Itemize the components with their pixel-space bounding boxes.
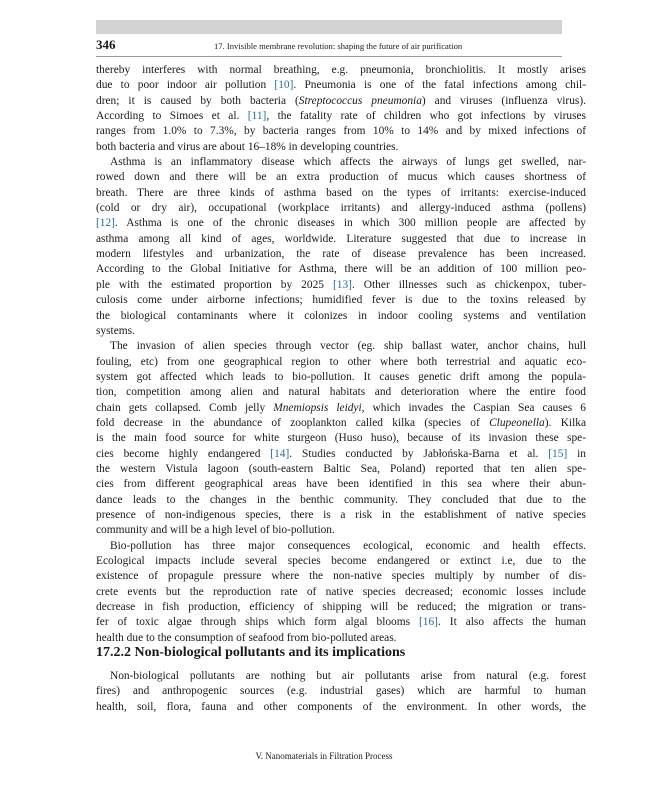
text-line: systems.: [96, 324, 135, 337]
citation-link[interactable]: [15]: [548, 447, 568, 460]
text-line: existence of propagule pressure where the non-native species multiply by number of dis-: [96, 570, 586, 583]
text-line: thereby interferes with normal breathing, e.g. pneumonia, bronchiolitis. It mostly arises: [96, 64, 586, 76]
section-body: [96, 669, 586, 715]
text-line: health, soil, flora, fauna and other components of the environment. In other words, the: [96, 700, 586, 713]
text-line: fold decrease in the abundance of zooplankton called kilka (species of Clupeonella). Kilka: [96, 416, 586, 429]
text-line: system got affected which leads to bio-pollution. It causes genetic drift among the popula-: [96, 370, 586, 383]
text-line: decrease in fish production, efficiency of shipping will be reduced; the migration or trans-: [96, 601, 586, 614]
text-line: [12]. Asthma is one of the chronic diseases in which 300 million people are affected by: [96, 217, 586, 230]
page-number: 346: [96, 37, 116, 52]
text-line: the biological contaminants where it colonizes in indoor cooling systems and ventilation: [96, 309, 586, 322]
paragraph-4: [96, 539, 586, 646]
text-line: The invasion of alien species through vector (eg. ship ballast water, anchor chains, hull: [110, 340, 586, 353]
paragraph-3: [96, 339, 586, 538]
text-line: Non-biological pollutants are nothing but air pollutants arise from natural (e.g. forest: [110, 670, 586, 682]
running-title: 17. Invisible membrane revolution: shaping the future of air purification: [214, 41, 463, 51]
text-line: is the main food source for white sturgeon (Huso huso), because of its invasion these spe-: [96, 432, 586, 445]
text-line: According to the Global Initiative for Asthma, there will be an addition of 100 million peo-: [96, 263, 586, 276]
text-line: Ecological impacts include several species become endangered or extinct i.e, due to the: [96, 555, 586, 567]
citation-link[interactable]: [13]: [332, 278, 352, 291]
text-line: health due to the consumption of seafood from bio-polluted areas.: [96, 631, 397, 644]
text-line: crete events but the reproduction rate of native species decreased; economic losses include: [96, 585, 586, 598]
text-line: community and will be a high level of bio-pollution.: [96, 524, 335, 537]
text-line: asthma among all kind of ages, worldwide. Literature suggested that due to increase in: [96, 232, 586, 245]
species-name: Streptococcus pneumonia: [298, 94, 422, 107]
text-line: culosis come under airborne infections; humidified fever is due to the toxins released by: [96, 294, 586, 307]
text-line: the western Vistula lagoon (south-eastern Baltic Sea, Poland) reported that ten alien spe-: [96, 462, 586, 475]
header-rule: [96, 56, 562, 57]
running-header: [96, 37, 562, 53]
citation-link[interactable]: [14]: [270, 447, 290, 460]
text-line: dance leads to the changes in the benthic community. They concluded that due to the: [96, 493, 586, 506]
text-line: fouling, etc) from one geographical region to other where both terrestrial and aquatic eco-: [96, 355, 586, 368]
page-footer: V. Nanomaterials in Filtration Process: [255, 751, 393, 761]
text-line: ple with the estimated proportion by 2025 [13]. Other illnesses such as chickenpox, tuber-: [96, 278, 586, 291]
text-line: fer of toxic algae through ships which form algal blooms [16]. It also affects the human: [96, 616, 586, 629]
text-line: (cold or dry air), occupational (workplace irritants) and allergy-induced asthma (pollens): [96, 202, 586, 215]
text-line: ranges from 1.0% to 7.3%, by bacteria ranges from 10% to 14% and by mixed infections of: [96, 125, 586, 138]
text-line: breath. There are three kinds of asthma based on the types of irritants: exercise-induced: [96, 186, 586, 199]
text-line: rowed down and there will be an extra production of mucus which causes shortness of: [96, 171, 586, 184]
paragraph-2: [96, 155, 586, 339]
paragraph-5: [96, 669, 586, 715]
citation-link[interactable]: [16]: [419, 616, 438, 629]
text-line: cies from different geographical areas have been identified in this sea where their abun-: [96, 478, 586, 491]
body-text: [96, 63, 586, 646]
species-name: Clupeonella: [489, 416, 545, 429]
text-line: modern lifestyles and urbanization, the rate of disease prevalence has been increased.: [96, 248, 586, 261]
header-bar: [96, 20, 562, 34]
text-line: cies become highly endangered [14]. Studies conducted by Jabłońska-Barna et al. [15] in: [96, 447, 586, 460]
citation-link[interactable]: [12]: [96, 217, 115, 230]
paragraph-1: [96, 63, 586, 155]
citation-link[interactable]: [10]: [274, 79, 294, 92]
text-line: both bacteria and virus are about 16–18% in developing countries.: [96, 140, 399, 153]
text-line: Asthma is an inflammatory disease which affects the airways of lungs get swelled, nar-: [110, 156, 586, 169]
text-line: fires) and anthropogenic sources (e.g. industrial gases) which are harmful to human: [96, 685, 586, 698]
text-line: due to poor indoor air pollution [10]. Pneumonia is one of the fatal infections among chil-: [96, 79, 586, 92]
text-line: chain gets collapsed. Comb jelly Mnemiopsis leidyi, which invades the Caspian Sea causes 6: [96, 401, 586, 414]
text-line: presence of non-indigenous species, there is a risk in the establishment of native species: [96, 508, 586, 521]
section-heading: 17.2.2 Non-biological pollutants and its implications: [96, 645, 406, 660]
text-line: Bio-pollution has three major consequences ecological, economic and health effects.: [110, 539, 586, 552]
text-line: According to Simoes et al. [11], the fatality rate of children who got infections by viruses: [96, 110, 586, 123]
citation-link[interactable]: [11]: [247, 110, 267, 123]
text-line: tion, competition among alien and natural habitats and deterioration where the entire food: [96, 386, 586, 399]
species-name: Mnemiopsis leidyi: [273, 401, 362, 414]
text-line: dren; it is caused by both bacteria (Streptococcus pneumonia) and viruses (influenza virus).: [96, 94, 586, 107]
